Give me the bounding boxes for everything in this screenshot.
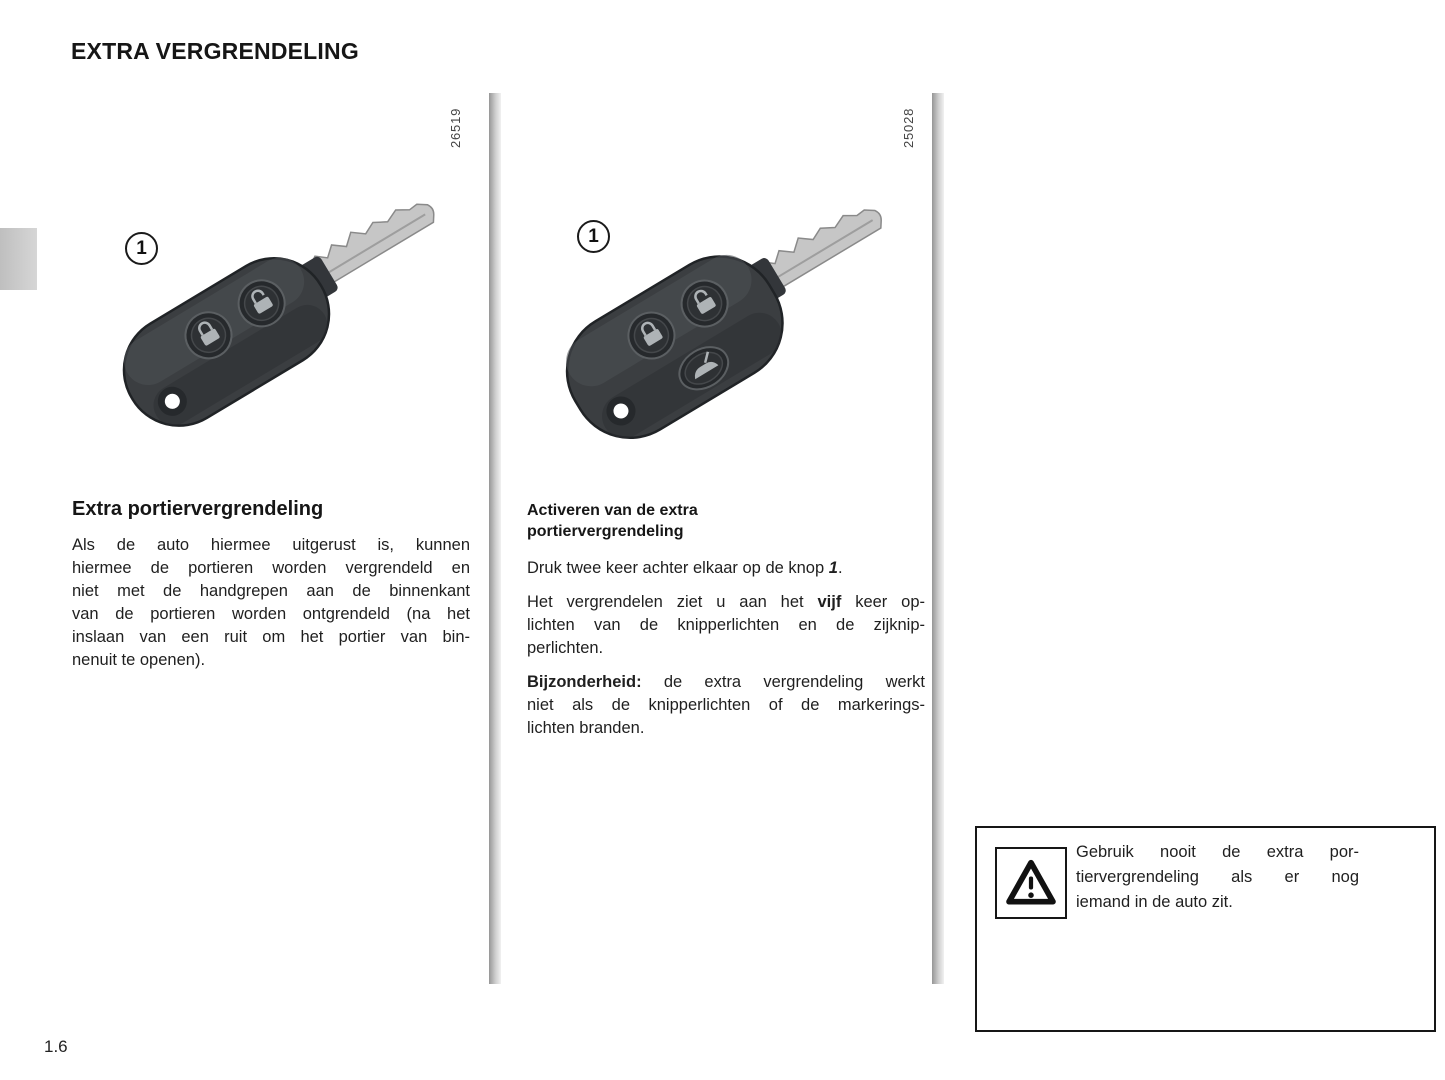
- left-column: [72, 498, 470, 672]
- warning-box: [975, 826, 1436, 1032]
- text-line: Gebruik nooit de extra por-: [1076, 843, 1359, 861]
- heading-line: portiervergrendeling: [527, 523, 684, 540]
- warning-icon-frame: [995, 847, 1067, 919]
- text-line: Als de auto hiermee uitgerust is, kunnen: [72, 536, 470, 554]
- text-run: keer op-: [841, 593, 925, 611]
- text-run: .: [837, 559, 843, 577]
- text-run: de extra vergrendeling werkt: [641, 673, 925, 691]
- heading-line: Activeren van de extra: [527, 502, 698, 519]
- page-title: EXTRA VERGRENDELING: [71, 38, 359, 64]
- text-line: van de portieren worden ontgrendeld (na het: [72, 605, 470, 623]
- bold-text: Bijzonderheid:: [527, 673, 642, 691]
- paragraph: [527, 557, 925, 580]
- text-line: niet met de handgrepen aan de binnenkant: [72, 582, 470, 600]
- text-line: hiermee de portieren worden vergrendeld en: [72, 559, 470, 577]
- text-run: Druk twee keer achter elkaar op de knop: [527, 559, 829, 577]
- middle-column: [527, 500, 925, 751]
- warning-text: [1076, 840, 1359, 915]
- bold-text: vijf: [817, 593, 842, 611]
- subsection-heading: [527, 500, 925, 542]
- key-illustration: [100, 160, 490, 460]
- column-divider-left: [489, 93, 501, 984]
- text-line: [527, 671, 925, 694]
- section-body: [72, 534, 470, 672]
- key-illustration: [550, 165, 940, 465]
- paragraph: [527, 591, 925, 660]
- chapter-edge-tab: [0, 228, 37, 290]
- text-run: Het vergrendelen ziet u aan het: [527, 593, 818, 611]
- figure-ref-number: 26519: [448, 107, 463, 148]
- text-line: inslaan van een ruit om het portier van bin-: [72, 628, 470, 646]
- text-line: niet als de knipperlichten of de markerings-: [527, 696, 925, 714]
- text-line: iemand in de auto zit.: [1076, 893, 1233, 911]
- text-line: [527, 591, 925, 614]
- section-heading: Extra portiervergrendeling: [72, 498, 324, 520]
- page-number: 1.6: [44, 1037, 68, 1056]
- text-line: lichten branden.: [527, 719, 645, 737]
- callout-1-badge: 1: [125, 232, 158, 265]
- text-line: lichten van de knipperlichten en de zijknip-: [527, 616, 925, 634]
- text-line: tiervergrendeling als er nog: [1076, 868, 1359, 886]
- paragraph: [527, 671, 925, 740]
- key-fob-2-button-figure: [100, 160, 490, 460]
- figure-ref-number: 25028: [901, 107, 916, 148]
- text-line: perlichten.: [527, 639, 604, 657]
- warning-triangle-icon: [1005, 857, 1057, 909]
- key-fob-3-button-figure: [550, 165, 940, 465]
- callout-1-badge: 1: [577, 220, 610, 253]
- text-line: nenuit te openen).: [72, 651, 206, 669]
- bold-ref-1: 1: [828, 559, 838, 577]
